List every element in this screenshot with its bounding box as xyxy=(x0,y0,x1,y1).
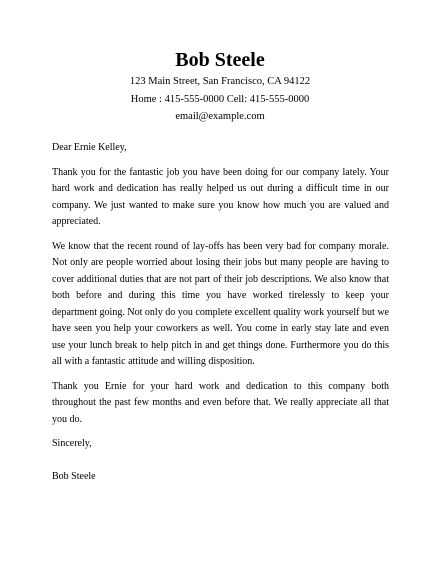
letterhead xyxy=(0,47,440,126)
sender-name: Bob Steele xyxy=(175,49,265,71)
paragraph-thanks: Thank you Ernie for your hard work and dedication to this company both throughout the past few months and even before that. We really appreciate all that you do. xyxy=(52,380,389,425)
sender-email: email@example.com xyxy=(175,111,265,122)
sender-phones: Home : 415-555-0000 Cell: 415-555-0000 xyxy=(130,93,310,105)
paragraph-gratitude: Thank you for the fantastic job you have been doing for our company lately. Your hard work and dedication has really helped us out during a difficult time in our company. We just wanted to make sure you know how much you are valued and appreciated. xyxy=(52,166,389,227)
letter-body xyxy=(52,140,389,485)
salutation: Dear Ernie Kelley, xyxy=(52,142,127,153)
sender-address: 123 Main Street, San Francisco, CA 94122 xyxy=(129,76,311,87)
paragraph-layoffs: We know that the recent round of lay-offs has been very bad for company morale. Not only are people worried about losing their jobs but many people are having to cover additional duties that are not part of their job descriptions. We also know that both before and during this time you have worked tirelessly to keep your department going. Not only do you complete excellent quality work yourself but we have seen you help your coworkers as well. You come in early stay late and even use your lunch break to help pitch in and get things done. Furthermore you do this all with a fantastic attitude and willing disposition. xyxy=(52,240,389,367)
signature: Bob Steele xyxy=(52,470,96,482)
closing: Sincerely, xyxy=(52,438,92,449)
